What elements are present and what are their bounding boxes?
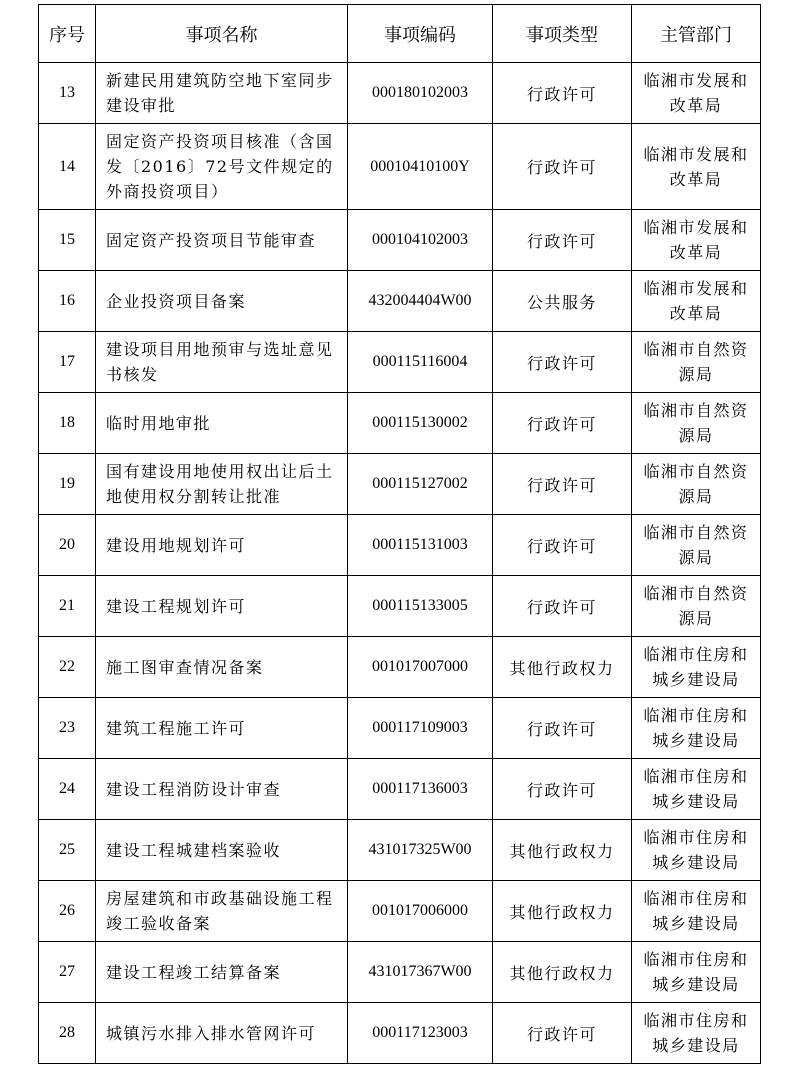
item-name: 临时用地审批 [96, 393, 348, 454]
item-department: 临湘市住房和城乡建设局 [632, 1003, 761, 1064]
item-type: 行政许可 [493, 124, 632, 210]
row-number: 17 [39, 332, 96, 393]
items-table [38, 4, 761, 1064]
item-department: 临湘市自然资源局 [632, 393, 761, 454]
row-number: 13 [39, 63, 96, 124]
item-code: 00010410100Y [348, 124, 493, 210]
item-name: 建设工程消防设计审查 [96, 759, 348, 820]
item-code: 000104102003 [348, 210, 493, 271]
item-department: 临湘市住房和城乡建设局 [632, 881, 761, 942]
item-code: 431017367W00 [348, 942, 493, 1003]
table-row [39, 515, 761, 576]
item-code: 000115133005 [348, 576, 493, 637]
row-number: 25 [39, 820, 96, 881]
row-number: 21 [39, 576, 96, 637]
item-code: 000117109003 [348, 698, 493, 759]
row-number: 19 [39, 454, 96, 515]
item-type: 行政许可 [493, 210, 632, 271]
table-row [39, 759, 761, 820]
table-row [39, 454, 761, 515]
table-row [39, 124, 761, 210]
item-name: 建设工程竣工结算备案 [96, 942, 348, 1003]
item-type: 公共服务 [493, 271, 632, 332]
item-department: 临湘市住房和城乡建设局 [632, 637, 761, 698]
row-number: 24 [39, 759, 96, 820]
table-row [39, 210, 761, 271]
item-name: 建设用地规划许可 [96, 515, 348, 576]
item-name: 房屋建筑和市政基础设施工程竣工验收备案 [96, 881, 348, 942]
item-type: 行政许可 [493, 454, 632, 515]
item-name: 建设工程规划许可 [96, 576, 348, 637]
item-department: 临湘市自然资源局 [632, 454, 761, 515]
table-row [39, 820, 761, 881]
item-department: 临湘市住房和城乡建设局 [632, 820, 761, 881]
item-code: 001017006000 [348, 881, 493, 942]
row-number: 14 [39, 124, 96, 210]
header-dept: 主管部门 [632, 5, 761, 63]
item-department: 临湘市发展和改革局 [632, 124, 761, 210]
table-row [39, 332, 761, 393]
row-number: 15 [39, 210, 96, 271]
table-row [39, 637, 761, 698]
table-row [39, 1003, 761, 1064]
table-row [39, 698, 761, 759]
row-number: 20 [39, 515, 96, 576]
table-row [39, 271, 761, 332]
item-department: 临湘市住房和城乡建设局 [632, 942, 761, 1003]
item-department: 临湘市住房和城乡建设局 [632, 759, 761, 820]
table-row [39, 576, 761, 637]
item-type: 行政许可 [493, 576, 632, 637]
item-name: 新建民用建筑防空地下室同步建设审批 [96, 63, 348, 124]
item-code: 000115127002 [348, 454, 493, 515]
item-name: 企业投资项目备案 [96, 271, 348, 332]
header-no: 序号 [39, 5, 96, 63]
header-name: 事项名称 [96, 5, 348, 63]
item-code: 000115130002 [348, 393, 493, 454]
item-type: 其他行政权力 [493, 881, 632, 942]
item-code: 000115131003 [348, 515, 493, 576]
item-code: 431017325W00 [348, 820, 493, 881]
table-row [39, 881, 761, 942]
row-number: 26 [39, 881, 96, 942]
item-department: 临湘市发展和改革局 [632, 63, 761, 124]
item-department: 临湘市发展和改革局 [632, 271, 761, 332]
item-name: 施工图审查情况备案 [96, 637, 348, 698]
item-code: 001017007000 [348, 637, 493, 698]
item-type: 行政许可 [493, 1003, 632, 1064]
item-name: 国有建设用地使用权出让后土地使用权分割转让批准 [96, 454, 348, 515]
item-type: 行政许可 [493, 393, 632, 454]
row-number: 28 [39, 1003, 96, 1064]
item-name: 建筑工程施工许可 [96, 698, 348, 759]
header-row [39, 5, 761, 63]
header-code: 事项编码 [348, 5, 493, 63]
item-department: 临湘市自然资源局 [632, 576, 761, 637]
item-type: 其他行政权力 [493, 820, 632, 881]
item-department: 临湘市住房和城乡建设局 [632, 698, 761, 759]
item-code: 432004404W00 [348, 271, 493, 332]
item-department: 临湘市自然资源局 [632, 515, 761, 576]
item-type: 行政许可 [493, 515, 632, 576]
row-number: 16 [39, 271, 96, 332]
item-type: 行政许可 [493, 63, 632, 124]
item-name: 固定资产投资项目节能审查 [96, 210, 348, 271]
table-row [39, 393, 761, 454]
item-name: 建设工程城建档案验收 [96, 820, 348, 881]
item-code: 000117123003 [348, 1003, 493, 1064]
row-number: 23 [39, 698, 96, 759]
item-name: 建设项目用地预审与选址意见书核发 [96, 332, 348, 393]
item-type: 其他行政权力 [493, 942, 632, 1003]
table-row [39, 63, 761, 124]
item-department: 临湘市自然资源局 [632, 332, 761, 393]
item-type: 行政许可 [493, 759, 632, 820]
item-type: 行政许可 [493, 698, 632, 759]
item-department: 临湘市发展和改革局 [632, 210, 761, 271]
item-name: 城镇污水排入排水管网许可 [96, 1003, 348, 1064]
item-type: 行政许可 [493, 332, 632, 393]
item-code: 000115116004 [348, 332, 493, 393]
item-code: 000117136003 [348, 759, 493, 820]
item-code: 000180102003 [348, 63, 493, 124]
item-name: 固定资产投资项目核准（含国发〔2016〕72号文件规定的外商投资项目） [96, 124, 348, 210]
item-type: 其他行政权力 [493, 637, 632, 698]
header-type: 事项类型 [493, 5, 632, 63]
row-number: 27 [39, 942, 96, 1003]
row-number: 22 [39, 637, 96, 698]
row-number: 18 [39, 393, 96, 454]
table-row [39, 942, 761, 1003]
